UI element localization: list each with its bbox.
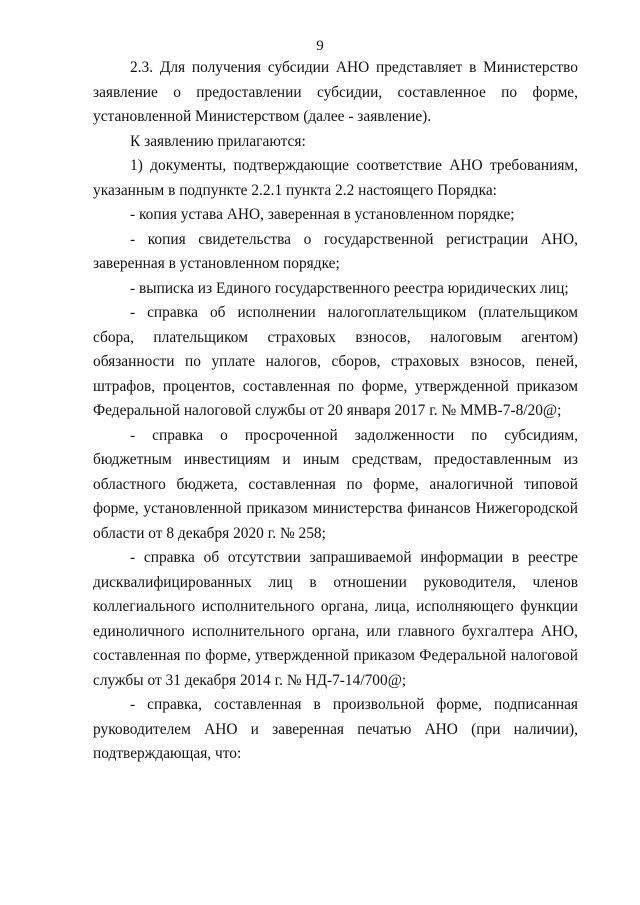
paragraph-free-form-certificate: - справка, составленная в произвольной форме, подписанная руководителем АНО и заверенная печатью АНО (при наличии), подтверждающая, что: — [93, 696, 578, 762]
paragraph-charter-copy: - копия устава АНО, заверенная в установленном порядке; — [130, 206, 515, 223]
paragraph-disqualified-persons-certificate: - справка об отсутствии запрашиваемой информации в реестре дисквалифицированных лиц в отношении руководителя, членов коллегиального исполнительного органа, лица, исполняющего функции единоличного исполнительного органа, или главного бухгалтера АНО, составленная по форме, утвержденной приказом Федеральной налоговой службы от 31 декабря 2014 г. № НД-7-14/700@; — [93, 549, 578, 689]
paragraph-item-1: 1) документы, подтверждающие соответствие АНО требованиям, указанным в подпункте 2.2.1 пункта 2.2 настоящего Порядка: — [93, 157, 578, 199]
page-number: 9 — [316, 38, 324, 54]
paragraph-registry-extract: - выписка из Единого государственного реестра юридических лиц; — [130, 279, 569, 297]
paragraph-attachments-intro: К заявлению прилагаются: — [130, 132, 306, 150]
document-body — [93, 56, 578, 767]
paragraph-tax-certificate: - справка об исполнении налогоплательщиком (плательщиком сбора, плательщиком страховых взносов, налоговым агентом) обязанности по уплате налогов, сборов, страховых взносов, пеней, штрафов, процентов, составленная по форме, утвержденной приказом Федеральной налоговой службы от 20 января 2017 г. № ММВ-7-8/20@; — [93, 304, 578, 419]
paragraph-registration-certificate: - копия свидетельства о государственной регистрации АНО, заверенная в установленном порядке; — [93, 230, 578, 272]
paragraph-2-3: 2.3. Для получения субсидии АНО представляет в Министерство заявление о предоставлении субсидии, составленное по форме, установленной Министерством (далее - заявление). — [93, 59, 578, 125]
paragraph-overdue-debt-certificate: - справка о просроченной задолженности по субсидиям, бюджетным инвестициям и иным средствам, предоставленным из областного бюджета, составленная по форме, аналогичной типовой форме, установленной приказом министерства финансов Нижегородской области от 8 декабря 2020 г. № 258; — [93, 426, 578, 542]
